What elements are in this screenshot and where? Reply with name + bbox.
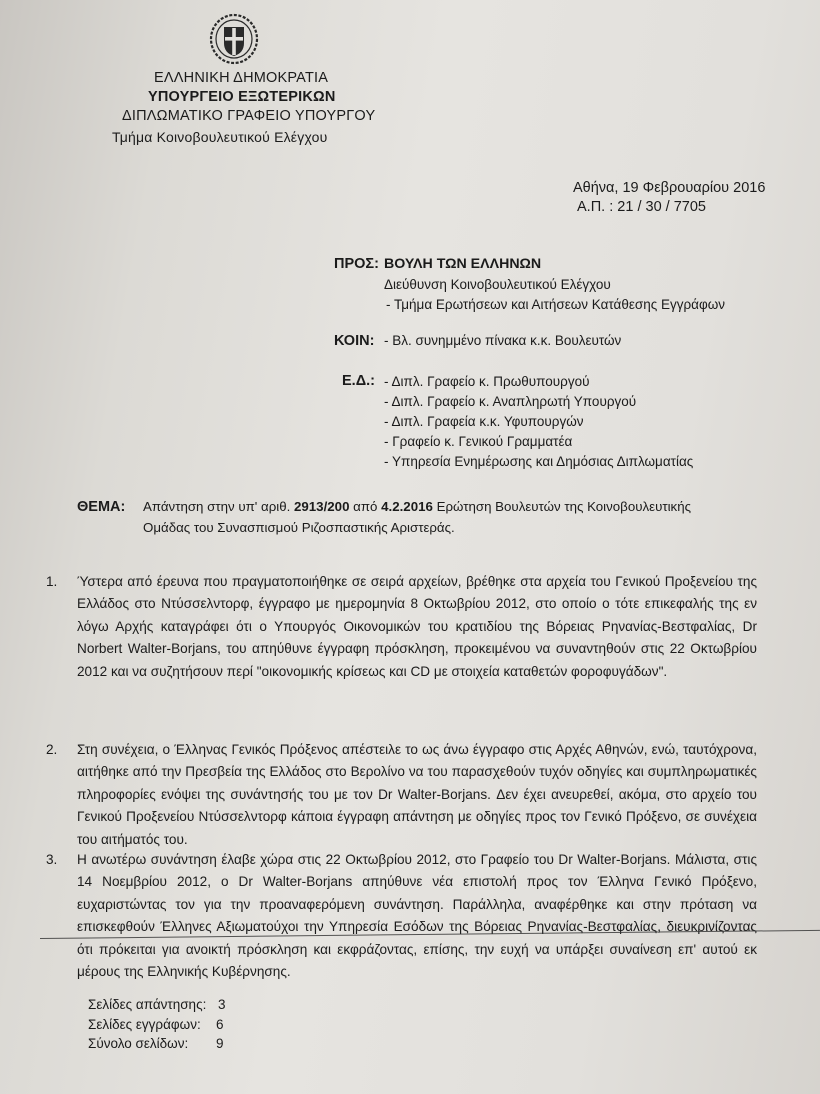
ed-line: - Διπλ. Γραφεία κ.κ. Υφυπουργών [384,414,584,429]
subject-number: 2913/200 [294,499,350,514]
recipient-line: - Τμήμα Ερωτήσεων και Αιτήσεων Κατάθεσης Εγγράφων [386,297,726,312]
page-count-label: Σελίδες εγγράφων: [88,1017,201,1032]
koin-label: ΚΟΙΝ: [334,333,375,349]
subject-line-2: Ομάδας του Συνασπισμού Ριζοσπαστικής Αριστεράς. [143,520,455,535]
page-count-label: Σελίδες απάντησης: [88,997,207,1012]
paragraph-text: Η ανωτέρω συνάντηση έλαβε χώρα στις 22 Οκτωβρίου 2012, στο Γραφείο του Dr Walter-Borjans. Μάλιστα, στις 14 Νοεμβρίου 2012, ο Dr Walter-Borjans απηύθυνε νέα επιστολή προς τον Έλληνα Γενικό Πρόξενο, ευχαριστώντας τον για την προαναφερόμενη συνάντηση. Παράλληλα, αναφέρθηκε και στην πρόταση να επισκεφθούν Έλληνες Αξιωματούχοι την Υπηρεσία Εσόδων της Βόρειας Ρηνανίας-Βεστφαλίας, διευκρινίζοντας ότι πρόκειται για ανοικτή πρόσκληση και εκφράζοντας, επίσης, την ευχή να υπάρξει συναίνεση επ' αυτού εκ μέρους της Ελληνικής Κυβέρνησης. [77,852,757,980]
subject-line-1 [143,499,691,515]
ed-line: - Υπηρεσία Ενημέρωσης και Δημόσιας Διπλωματίας [384,454,694,469]
ed-line: - Διπλ. Γραφείο κ. Πρωθυπουργού [384,374,590,389]
paragraph-text: Στη συνέχεια, ο Έλληνας Γενικός Πρόξενος απέστειλε το ως άνω έγγραφο στις Αρχές Αθηνών, ενώ, ταυτόχρονα, αιτήθηκε από την Πρεσβεία της Ελλάδος στο Βερολίνο να του παρασχεθούν τυχόν οδηγίες και συμπληρωματικές πληροφορίες ενόψει της συνάντησής του με τον Dr Walter-Borjans. Δεν έχει ανευρεθεί, ακόμα, στο αρχείο του Γενικού Προξενείου Ντύσσελντορφ κάποια έγγραφη απάντηση με οδηγίες προς τον Γενικό Πρόξενο, σε συνέχεια του αιτήματός του. [77,742,757,847]
ministry-name: ΥΠΟΥΡΓΕΙΟ ΕΞΩΤΕΡΙΚΩΝ [148,89,336,105]
recipient-line: ΒΟΥΛΗ ΤΩΝ ΕΛΛΗΝΩΝ [384,256,542,272]
page-count-value: 9 [216,1036,224,1051]
ed-line: - Διπλ. Γραφείο κ. Αναπληρωτή Υπουργού [384,394,637,409]
page-count-value: 3 [218,997,226,1012]
page-count-total [88,1035,224,1053]
subject-label: ΘΕΜΑ: [77,499,126,515]
page-count-docs [88,1016,224,1034]
paragraph-number: 3. [46,852,58,867]
department-name: Τμήμα Κοινοβουλευτικού Ελέγχου [112,129,328,145]
page-count-value: 6 [216,1017,224,1032]
paragraph-text: Ύστερα από έρευνα που πραγματοποιήθηκε σε σειρά αρχείων, βρέθηκε στα αρχεία του Γενικού Προξενείου της Ελλάδος στο Ντύσσελντορφ, έγγραφο με ημερομηνία 8 Οκτωβρίου 2012, στο οποίο ο τότε επικεφαλής της εν λόγω Αρχής καταγράφει ότι ο Υπουργός Οικονομικών του κρατιδίου της Βόρειας Ρηνανίας-Βεστφαλίας, Dr Norbert Walter-Borjans, του απηύθυνε έγγραφη πρόσκληση, προκειμένου να συναντηθούν στις 22 Οκτωβρίου 2012 και να συζητήσουν περί "οικονομικής κρίσεως και CD με στοιχεία καταθετών φοροφυγάδων". [77,574,757,679]
koin-line: - Βλ. συνημμένο πίνακα κ.κ. Βουλευτών [384,333,622,348]
subject-post: Ερώτηση Βουλευτών της Κοινοβουλευτικής [432,499,691,514]
greek-coat-of-arms-icon [209,13,259,65]
recipient-line: Διεύθυνση Κοινοβουλευτικού Ελέγχου [384,277,611,292]
subject-mid: από [349,499,382,514]
recipient-label: ΠΡΟΣ: [334,256,379,272]
republic-name: ΕΛΛΗΝΙΚΗ ΔΗΜΟΚΡΑΤΙΑ [154,70,329,86]
protocol-number: Α.Π. : 21 / 30 / 7705 [577,199,706,215]
document-date: Αθήνα, 19 Φεβρουαρίου 2016 [573,180,766,196]
page-count-answer [88,996,226,1014]
page-count-label: Σύνολο σελίδων: [88,1036,189,1051]
subject-date: 4.2.2016 [381,499,433,514]
office-name: ΔΙΠΛΩΜΑΤΙΚΟ ΓΡΑΦΕΙΟ ΥΠΟΥΡΓΟΥ [122,108,376,124]
ed-line: - Γραφείο κ. Γενικού Γραμματέα [384,434,573,449]
subject-pre: Απάντηση στην υπ' αριθ. [143,499,294,514]
paragraph-number: 1. [46,574,58,589]
ed-label: Ε.Δ.: [342,373,375,389]
paragraph-number: 2. [46,742,58,757]
